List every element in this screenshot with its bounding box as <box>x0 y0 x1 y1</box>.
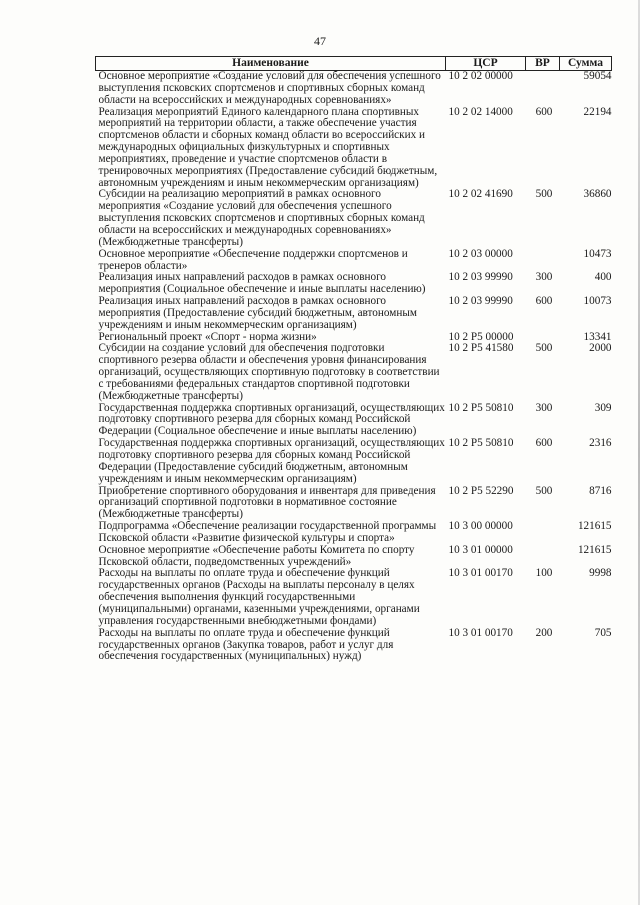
row-vr: 100 <box>535 567 553 580</box>
row-name: Субсидии на реализацию мероприятий в рамках основного мероприятия «Создание условий для обеспечения успешного выступления псковских спортсменов и спортивных сборных команд области на всероссийских и международных соревнованиях» (Межбюджетные трансферты) <box>98 188 425 248</box>
table-row <box>96 296 612 332</box>
table-row <box>96 521 612 545</box>
table-row <box>96 189 612 248</box>
row-vr <box>526 521 560 545</box>
row-vr: 500 <box>535 342 553 355</box>
column-header-sum: Сумма <box>560 57 612 71</box>
row-csr: 10 3 01 00170 <box>448 626 513 639</box>
row-name: Реализация иных направлений расходов в рамках основного мероприятия (Социальное обеспечение и иные выплаты населению) <box>98 271 426 296</box>
row-vr <box>526 545 560 569</box>
table-row <box>96 486 612 522</box>
row-csr: 10 2 03 99990 <box>448 271 513 284</box>
table-row <box>96 545 612 569</box>
row-sum: 2316 <box>589 437 612 450</box>
row-name: Приобретение спортивного оборудования и инвентаря для приведения организаций спортивной подготовки в нормативное состояние (Межбюджетные трансферты) <box>98 484 436 521</box>
table-row <box>96 249 612 273</box>
row-name: Основное мероприятие «Обеспечение работы Комитета по спорту Псковской области, подведомственных учреждений» <box>98 543 415 568</box>
table-header-row <box>96 57 612 71</box>
row-csr: 10 2 02 41690 <box>448 188 513 201</box>
row-vr: 600 <box>535 437 553 450</box>
table-row <box>96 628 612 664</box>
row-name: Реализация иных направлений расходов в рамках основного мероприятия (Предоставление субсидий бюджетным, автономным учреждениям и иным некоммерческим организациям) <box>98 295 417 331</box>
column-header-csr: ЦСР <box>446 57 526 71</box>
row-name: Подпрограмма «Обеспечение реализации государственной программы Псковской области «Развитие физической культуры и спорта» <box>98 520 437 544</box>
row-csr: 10 3 01 00000 <box>448 543 513 556</box>
row-csr: 10 2 02 14000 <box>448 105 513 118</box>
row-sum: 400 <box>594 271 612 284</box>
column-header-name: Наименование <box>96 57 446 71</box>
row-name: Государственная поддержка спортивных организаций, осуществляющих подготовку спортивного резерва для сборных команд Российской Федерации (Социальное обеспечение и иные выплаты населению) <box>98 401 445 438</box>
row-sum: 13341 <box>583 330 612 343</box>
row-csr: 10 2 03 00000 <box>448 247 513 260</box>
row-sum: 8716 <box>589 484 612 497</box>
row-csr: 10 3 01 00170 <box>448 567 513 580</box>
row-vr: 500 <box>535 484 553 497</box>
row-name: Субсидии на создание условий для обеспечения подготовки спортивного резерва области и обеспечения уровня финансирования организаций, осуществляющих спортивную подготовку в соответствии с требованиями федеральных стандартов спортивной подготовки (Межбюджетные трансферты) <box>98 342 440 402</box>
table-row <box>96 343 612 402</box>
row-csr: 10 2 02 00000 <box>448 70 513 82</box>
row-vr: 300 <box>535 401 553 414</box>
table-row <box>96 71 612 107</box>
row-csr: 10 2 P5 00000 <box>448 330 514 343</box>
row-sum: 22194 <box>583 105 612 118</box>
row-csr: 10 2 03 99990 <box>448 295 513 308</box>
row-csr: 10 3 00 00000 <box>448 520 513 533</box>
row-name: Расходы на выплаты по оплате труда и обеспечение функций государственных органов (Закупка товаров, работ и услуг для обеспечения государственных (муниципальных) нужд) <box>98 626 394 663</box>
row-vr: 300 <box>535 271 553 284</box>
row-vr: 200 <box>535 626 553 639</box>
table-row <box>96 438 612 485</box>
row-vr: 500 <box>535 188 553 201</box>
row-vr: 600 <box>535 105 553 118</box>
row-name: Основное мероприятие «Обеспечение поддержки спортсменов и тренеров области» <box>98 247 408 272</box>
row-name: Государственная поддержка спортивных организаций, осуществляющих подготовку спортивного резерва для сборных команд Российской Федерации (Предоставление субсидий бюджетным, автономным учреждениям и иным некоммерческим организациям) <box>98 437 445 485</box>
row-sum: 121615 <box>577 520 612 533</box>
row-sum: 10473 <box>583 247 612 260</box>
row-sum: 9998 <box>589 567 612 580</box>
budget-table <box>95 56 612 663</box>
row-sum: 10073 <box>583 295 612 308</box>
row-sum: 121615 <box>577 543 612 556</box>
row-csr: 10 2 P5 50810 <box>448 401 514 414</box>
row-vr: 600 <box>535 295 553 308</box>
page-number: 47 <box>314 34 326 48</box>
table-row <box>96 403 612 439</box>
row-csr: 10 2 P5 41580 <box>448 342 514 355</box>
row-sum: 36860 <box>583 188 612 201</box>
column-header-vr: ВР <box>526 57 560 71</box>
row-name: Основное мероприятие «Создание условий для обеспечения успешного выступления псковских спортсменов и спортивных сборных команд области на всероссийских и международных соревнованиях» <box>98 70 441 106</box>
row-name: Региональный проект «Спорт - норма жизни» <box>98 330 317 343</box>
row-sum: 705 <box>594 626 612 639</box>
row-csr: 10 2 P5 50810 <box>448 437 514 450</box>
table-row <box>96 107 612 190</box>
row-sum: 59054 <box>583 70 612 82</box>
row-vr <box>526 71 560 107</box>
row-sum: 2000 <box>589 342 612 355</box>
table-row <box>96 568 612 627</box>
table-row <box>96 272 612 296</box>
row-name: Расходы на выплаты по оплате труда и обеспечение функций государственных органов (Расходы на выплаты персоналу в целях обеспечения выполнения функций государственными (муниципальными) органами, казенными учреждениями, органами управления государственными внебюджетными фондами) <box>98 567 420 627</box>
row-vr <box>526 249 560 273</box>
row-csr: 10 2 P5 52290 <box>448 484 514 497</box>
row-name: Реализация мероприятий Единого календарного плана спортивных мероприятий на территории области, а также обеспечение участия спортсменов области и сборных команд области во всероссийских и международных официальных физкультурных и спортивных мероприятиях, проведение и участие спортсменов области в тренировочных мероприятиях (Предоставление субсидий бюджетным, автономным учреждениям и иным некоммерческим организациям) <box>98 105 438 189</box>
row-sum: 309 <box>594 401 612 414</box>
